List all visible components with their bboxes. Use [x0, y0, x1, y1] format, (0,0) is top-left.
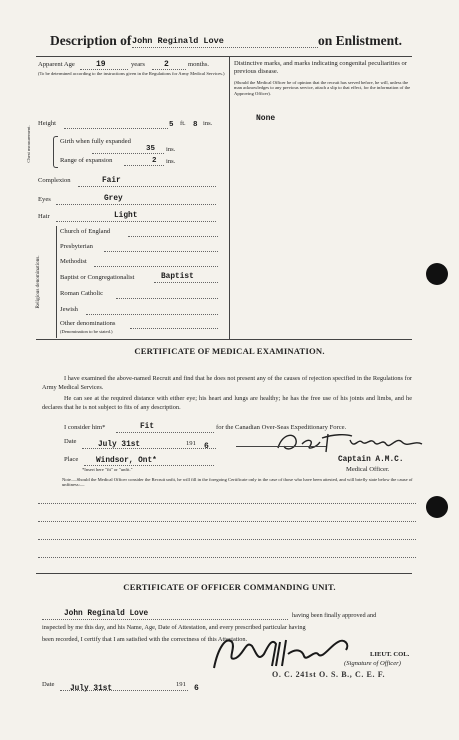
religion-presbyterian: Presbyterian — [60, 243, 93, 250]
punch-hole-lower — [426, 496, 448, 518]
force-label: for the Canadian Over-Seas Expeditionary Force. — [216, 424, 347, 431]
commanding-text-a: having been finally approved and — [292, 612, 377, 619]
medical-certificate-title: CERTIFICATE OF MEDICAL EXAMINATION. — [134, 346, 325, 356]
medical-officer-signature — [272, 428, 442, 456]
header-suffix: on Enlistment. — [318, 33, 403, 48]
commanding-officer-signature — [206, 628, 356, 674]
eyes-value: Grey — [104, 195, 123, 203]
marks-heading: Distinctive marks, and marks indicating congenital peculiarities or previous disease. — [234, 60, 407, 75]
religion-methodist: Methodist — [60, 258, 87, 265]
header-rule — [36, 56, 412, 57]
other-denomination-note: (Denomination to be stated.) — [60, 329, 113, 334]
commanding-recruit-name: John Reginald Love — [64, 610, 149, 618]
column-divider — [229, 57, 230, 339]
complexion-value: Fair — [102, 177, 121, 185]
age-months-value: 2 — [164, 60, 169, 69]
unfitness-line-3 — [38, 539, 416, 540]
hair-value: Light — [114, 212, 138, 220]
religion-roman-catholic: Roman Catholic — [60, 290, 104, 297]
commanding-rank-stamp: LIEUT. COL. — [370, 651, 410, 658]
expansion-label: Range of expansion — [60, 157, 113, 164]
height-in-label: ins. — [203, 120, 213, 127]
medical-year-prefix: 191 — [186, 440, 196, 447]
chest-bracket — [53, 136, 58, 168]
expansion-unit: ins. — [166, 158, 176, 165]
religion-other: Other denominations — [60, 320, 116, 327]
fitness-value: Fit — [140, 423, 155, 431]
recruit-name: John Reginald Love — [132, 36, 224, 46]
insert-note: *Insert here "fit" or "unfit." — [82, 467, 133, 472]
complexion-label: Complexion — [38, 177, 71, 184]
commanding-date-value: July 31st — [70, 685, 113, 693]
medical-signature-line — [236, 446, 326, 447]
hair-label: Hair — [38, 213, 50, 220]
place-label: Place — [64, 456, 79, 463]
height-label: Height — [38, 120, 56, 127]
chest-side-label: Chest measurement. — [26, 125, 31, 163]
place-value: Windsor, Ont* — [96, 457, 157, 465]
medical-note: Note.—Should the Medical Officer consider the Recruit unfit, he will fill in the foregoing Certificate only in the case of those who have been attested, and will briefly state below the cause of unfitness:— — [62, 477, 413, 488]
height-in-value: 8 — [193, 121, 198, 129]
age-months-label: months. — [188, 61, 210, 68]
header-prefix: Description of — [50, 33, 132, 48]
commanding-signature-label: (Signature of Officer) — [344, 660, 401, 667]
officer-rank: Captain A.M.C. — [338, 456, 404, 464]
punch-hole-upper — [426, 263, 448, 285]
medical-section-rule — [36, 573, 412, 574]
age-years-label: years — [131, 61, 145, 68]
religion-jewish: Jewish — [60, 306, 78, 313]
religion-side-label: Religious denominations. — [35, 255, 41, 309]
medical-officer-title: Medical Officer. — [346, 466, 390, 473]
medical-date-label: Date — [64, 438, 77, 445]
age-note: (To be determined according to the instructions given in the Regulations for Army Medical Services.) — [38, 71, 225, 76]
girth-unit: ins. — [166, 146, 176, 153]
girth-value: 35 — [146, 145, 156, 153]
marks-note: (Should the Medical Officer be of opinion that the recruit has served before, he will, unless the man acknowledges to any previous service, attach a slip to that effect, for the information of the Approving Officer). — [234, 80, 411, 96]
eyes-label: Eyes — [38, 196, 51, 203]
medical-paragraph-2: He can see at the required distance with either eye; his heart and lungs are healthy; he has the free use of his joints and limbs, and he declares that he is not subject to fits of any description. — [42, 395, 412, 411]
unfitness-line-2 — [38, 521, 416, 522]
expansion-value: 2 — [152, 157, 157, 165]
unfitness-line-4 — [38, 557, 416, 558]
commanding-year-prefix: 191 — [176, 681, 186, 688]
commanding-text-c: been recorded, I certify that I am satisfied with the correctness of this Attestation. — [42, 636, 248, 643]
consider-label: I consider him* — [64, 424, 106, 431]
commanding-year-digit: 6 — [194, 684, 199, 693]
medical-paragraph-1: I have examined the above-named Recruit and find that he does not present any of the causes of rejection specified in the Regulations for Army Medical Services. — [42, 375, 412, 391]
top-section-rule — [36, 339, 412, 340]
commanding-certificate-title: CERTIFICATE OF OFFICER COMMANDING UNIT. — [123, 582, 336, 592]
commanding-date-label: Date — [42, 681, 55, 688]
commanding-oc-stamp: O. C. 241st O. S. B., C. E. F. — [272, 670, 386, 679]
girth-label: Girth when fully expanded — [60, 138, 131, 145]
height-ft-value: 5 — [169, 121, 174, 129]
apparent-age-label: Apparent Age — [38, 61, 75, 68]
medical-date-value: July 31st — [98, 441, 141, 449]
commanding-text-b: inspected by me this day, and his Name, Age, Date of Attestation, and every prescribed particular having — [42, 624, 306, 631]
unfitness-line-1 — [38, 503, 416, 504]
religion-church-of-england: Church of England — [60, 228, 111, 235]
religion-value: Baptist — [161, 273, 194, 281]
height-ft-label: ft. — [180, 120, 186, 127]
age-years-value: 19 — [96, 60, 106, 69]
marks-value: None — [256, 114, 276, 123]
religion-bracket — [56, 226, 57, 338]
medical-year-digit: 6 — [204, 442, 209, 451]
religion-baptist: Baptist or Congregationalist — [60, 274, 135, 281]
form-header — [48, 33, 418, 53]
